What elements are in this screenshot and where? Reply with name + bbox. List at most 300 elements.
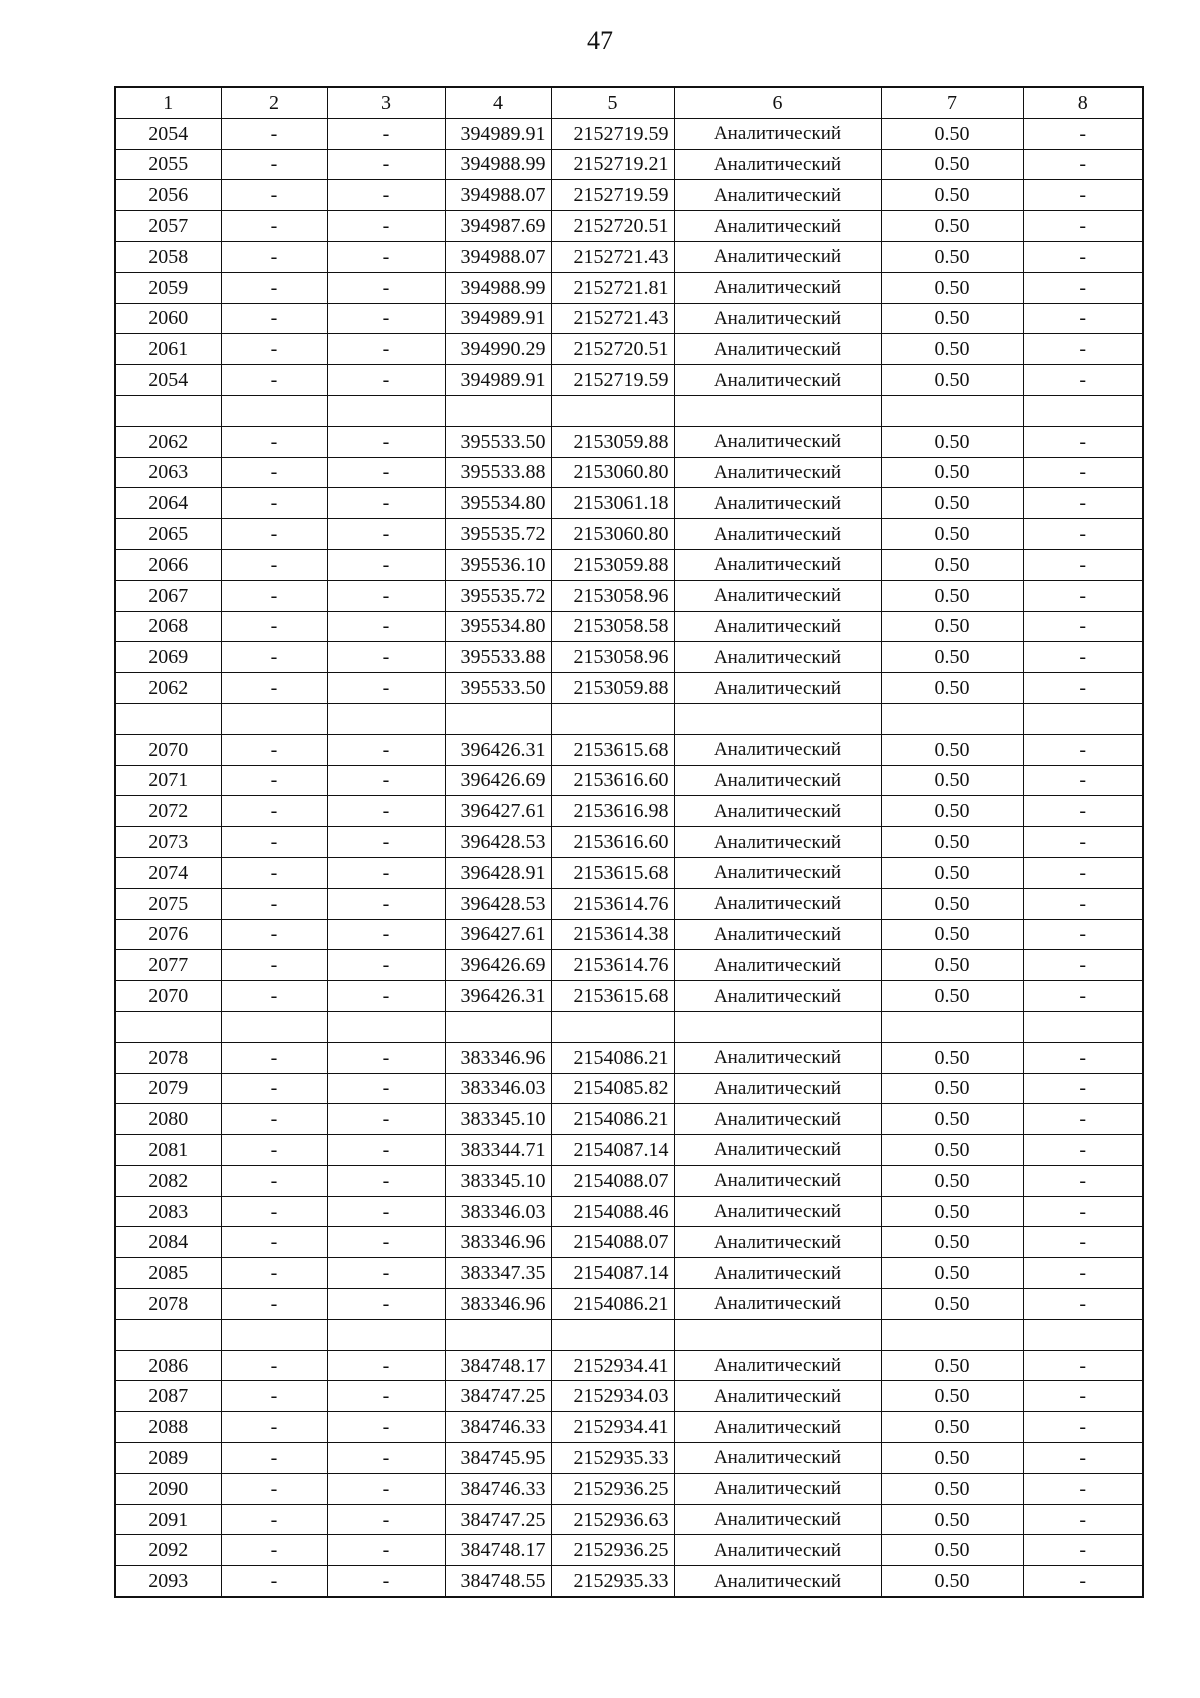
col8-cell: - <box>1023 1104 1143 1135</box>
col2-cell <box>221 703 327 734</box>
point-number-cell: 2087 <box>115 1381 221 1412</box>
accuracy-cell: 0.50 <box>881 272 1023 303</box>
point-number-cell: 2085 <box>115 1258 221 1289</box>
method-cell: Аналитический <box>674 981 881 1012</box>
col2-cell: - <box>221 334 327 365</box>
point-number-cell: 2071 <box>115 765 221 796</box>
accuracy-cell: 0.50 <box>881 1042 1023 1073</box>
col3-cell: - <box>327 1566 445 1597</box>
col3-cell <box>327 395 445 426</box>
point-number-cell <box>115 1319 221 1350</box>
point-number-cell: 2086 <box>115 1350 221 1381</box>
column-header: 6 <box>674 87 881 118</box>
point-number-cell <box>115 1011 221 1042</box>
y-coordinate-cell: 2152936.25 <box>551 1473 674 1504</box>
accuracy-cell: 0.50 <box>881 211 1023 242</box>
col8-cell: - <box>1023 1473 1143 1504</box>
x-coordinate-cell: 383346.96 <box>445 1227 551 1258</box>
col2-cell: - <box>221 1196 327 1227</box>
method-cell: Аналитический <box>674 796 881 827</box>
y-coordinate-cell: 2153615.68 <box>551 981 674 1012</box>
col8-cell <box>1023 703 1143 734</box>
col2-cell: - <box>221 1504 327 1535</box>
x-coordinate-cell: 384748.17 <box>445 1535 551 1566</box>
x-coordinate-cell: 395536.10 <box>445 549 551 580</box>
col8-cell: - <box>1023 765 1143 796</box>
col3-cell: - <box>327 888 445 919</box>
table-row <box>115 334 1143 365</box>
accuracy-cell: 0.50 <box>881 1535 1023 1566</box>
table-row <box>115 1566 1143 1597</box>
method-cell: Аналитический <box>674 1504 881 1535</box>
col8-cell: - <box>1023 303 1143 334</box>
x-coordinate-cell: 396427.61 <box>445 796 551 827</box>
x-coordinate-cell: 384747.25 <box>445 1381 551 1412</box>
col8-cell: - <box>1023 857 1143 888</box>
point-number-cell: 2065 <box>115 519 221 550</box>
method-cell: Аналитический <box>674 211 881 242</box>
accuracy-cell: 0.50 <box>881 950 1023 981</box>
point-number-cell: 2063 <box>115 457 221 488</box>
y-coordinate-cell: 2153616.60 <box>551 827 674 858</box>
table-row <box>115 1104 1143 1135</box>
y-coordinate-cell: 2153616.98 <box>551 796 674 827</box>
method-cell: Аналитический <box>674 580 881 611</box>
accuracy-cell: 0.50 <box>881 857 1023 888</box>
point-number-cell: 2088 <box>115 1412 221 1443</box>
table-row <box>115 1473 1143 1504</box>
accuracy-cell: 0.50 <box>881 765 1023 796</box>
method-cell: Аналитический <box>674 1042 881 1073</box>
method-cell <box>674 1319 881 1350</box>
col2-cell: - <box>221 1165 327 1196</box>
table-row <box>115 981 1143 1012</box>
method-cell: Аналитический <box>674 303 881 334</box>
x-coordinate-cell: 383347.35 <box>445 1258 551 1289</box>
point-number-cell: 2070 <box>115 734 221 765</box>
col8-cell: - <box>1023 334 1143 365</box>
x-coordinate-cell: 396428.91 <box>445 857 551 888</box>
point-number-cell: 2078 <box>115 1042 221 1073</box>
table-row <box>115 734 1143 765</box>
x-coordinate-cell: 395534.80 <box>445 488 551 519</box>
point-number-cell: 2081 <box>115 1135 221 1166</box>
col2-cell: - <box>221 673 327 704</box>
accuracy-cell: 0.50 <box>881 149 1023 180</box>
method-cell: Аналитический <box>674 1443 881 1474</box>
point-number-cell: 2090 <box>115 1473 221 1504</box>
point-number-cell: 2089 <box>115 1443 221 1474</box>
x-coordinate-cell: 384748.17 <box>445 1350 551 1381</box>
y-coordinate-cell: 2153059.88 <box>551 426 674 457</box>
col8-cell: - <box>1023 365 1143 396</box>
method-cell: Аналитический <box>674 118 881 149</box>
table-body <box>115 118 1143 1597</box>
col8-cell: - <box>1023 241 1143 272</box>
x-coordinate-cell: 396428.53 <box>445 827 551 858</box>
table-row <box>115 149 1143 180</box>
y-coordinate-cell: 2154088.07 <box>551 1165 674 1196</box>
col2-cell: - <box>221 1227 327 1258</box>
col8-cell: - <box>1023 1535 1143 1566</box>
table-row <box>115 1289 1143 1320</box>
y-coordinate-cell: 2153059.88 <box>551 673 674 704</box>
x-coordinate-cell: 383346.96 <box>445 1289 551 1320</box>
col3-cell: - <box>327 580 445 611</box>
col3-cell: - <box>327 488 445 519</box>
accuracy-cell: 0.50 <box>881 1443 1023 1474</box>
y-coordinate-cell: 2152721.81 <box>551 272 674 303</box>
y-coordinate-cell: 2154085.82 <box>551 1073 674 1104</box>
accuracy-cell: 0.50 <box>881 1258 1023 1289</box>
col8-cell: - <box>1023 1042 1143 1073</box>
table-row <box>115 488 1143 519</box>
y-coordinate-cell: 2152719.59 <box>551 118 674 149</box>
method-cell: Аналитический <box>674 457 881 488</box>
y-coordinate-cell: 2154086.21 <box>551 1104 674 1135</box>
col2-cell: - <box>221 950 327 981</box>
method-cell: Аналитический <box>674 549 881 580</box>
col8-cell: - <box>1023 488 1143 519</box>
method-cell: Аналитический <box>674 1227 881 1258</box>
accuracy-cell: 0.50 <box>881 241 1023 272</box>
table-row <box>115 1381 1143 1412</box>
accuracy-cell: 0.50 <box>881 981 1023 1012</box>
x-coordinate-cell: 394990.29 <box>445 334 551 365</box>
column-header: 3 <box>327 87 445 118</box>
col2-cell: - <box>221 1566 327 1597</box>
col8-cell: - <box>1023 673 1143 704</box>
point-number-cell: 2077 <box>115 950 221 981</box>
col3-cell: - <box>327 1473 445 1504</box>
accuracy-cell: 0.50 <box>881 1135 1023 1166</box>
table-row <box>115 180 1143 211</box>
col2-cell: - <box>221 1042 327 1073</box>
col2-cell: - <box>221 1104 327 1135</box>
col2-cell: - <box>221 1350 327 1381</box>
method-cell <box>674 395 881 426</box>
col3-cell: - <box>327 642 445 673</box>
accuracy-cell: 0.50 <box>881 1504 1023 1535</box>
col2-cell: - <box>221 580 327 611</box>
col3-cell: - <box>327 827 445 858</box>
col2-cell <box>221 1319 327 1350</box>
col3-cell: - <box>327 1135 445 1166</box>
accuracy-cell: 0.50 <box>881 827 1023 858</box>
x-coordinate-cell: 384746.33 <box>445 1412 551 1443</box>
col3-cell: - <box>327 1381 445 1412</box>
x-coordinate-cell: 384748.55 <box>445 1566 551 1597</box>
col8-cell: - <box>1023 211 1143 242</box>
accuracy-cell: 0.50 <box>881 519 1023 550</box>
col3-cell: - <box>327 981 445 1012</box>
y-coordinate-cell: 2152720.51 <box>551 211 674 242</box>
col2-cell: - <box>221 1443 327 1474</box>
point-number-cell: 2080 <box>115 1104 221 1135</box>
col8-cell: - <box>1023 580 1143 611</box>
table-row <box>115 272 1143 303</box>
col8-cell <box>1023 395 1143 426</box>
col2-cell: - <box>221 180 327 211</box>
col8-cell: - <box>1023 1381 1143 1412</box>
col2-cell: - <box>221 1381 327 1412</box>
y-coordinate-cell: 2152936.63 <box>551 1504 674 1535</box>
col8-cell: - <box>1023 549 1143 580</box>
point-number-cell: 2076 <box>115 919 221 950</box>
col2-cell: - <box>221 488 327 519</box>
table-row <box>115 580 1143 611</box>
col8-cell: - <box>1023 180 1143 211</box>
col2-cell: - <box>221 857 327 888</box>
col3-cell: - <box>327 673 445 704</box>
col3-cell: - <box>327 272 445 303</box>
x-coordinate-cell: 395533.50 <box>445 673 551 704</box>
accuracy-cell: 0.50 <box>881 1289 1023 1320</box>
y-coordinate-cell <box>551 395 674 426</box>
x-coordinate-cell: 396426.69 <box>445 950 551 981</box>
col2-cell: - <box>221 1289 327 1320</box>
y-coordinate-cell: 2153059.88 <box>551 549 674 580</box>
col8-cell: - <box>1023 1443 1143 1474</box>
table-row <box>115 950 1143 981</box>
accuracy-cell: 0.50 <box>881 1350 1023 1381</box>
x-coordinate-cell: 395535.72 <box>445 580 551 611</box>
col2-cell: - <box>221 118 327 149</box>
accuracy-cell: 0.50 <box>881 919 1023 950</box>
col3-cell: - <box>327 796 445 827</box>
point-number-cell: 2075 <box>115 888 221 919</box>
x-coordinate-cell <box>445 395 551 426</box>
method-cell: Аналитический <box>674 1566 881 1597</box>
point-number-cell: 2083 <box>115 1196 221 1227</box>
x-coordinate-cell: 383346.03 <box>445 1196 551 1227</box>
y-coordinate-cell: 2152721.43 <box>551 241 674 272</box>
y-coordinate-cell: 2153058.96 <box>551 580 674 611</box>
point-number-cell: 2061 <box>115 334 221 365</box>
col2-cell: - <box>221 1258 327 1289</box>
method-cell: Аналитический <box>674 519 881 550</box>
point-number-cell: 2064 <box>115 488 221 519</box>
accuracy-cell: 0.50 <box>881 334 1023 365</box>
method-cell: Аналитический <box>674 1258 881 1289</box>
table-row <box>115 303 1143 334</box>
y-coordinate-cell: 2152934.03 <box>551 1381 674 1412</box>
col3-cell <box>327 1319 445 1350</box>
accuracy-cell: 0.50 <box>881 1473 1023 1504</box>
page-number: 47 <box>587 26 613 55</box>
col8-cell: - <box>1023 1504 1143 1535</box>
accuracy-cell: 0.50 <box>881 1412 1023 1443</box>
table-header-row <box>115 87 1143 118</box>
point-number-cell: 2092 <box>115 1535 221 1566</box>
accuracy-cell: 0.50 <box>881 796 1023 827</box>
method-cell: Аналитический <box>674 673 881 704</box>
method-cell: Аналитический <box>674 1135 881 1166</box>
y-coordinate-cell: 2154088.07 <box>551 1227 674 1258</box>
y-coordinate-cell: 2154086.21 <box>551 1289 674 1320</box>
col8-cell: - <box>1023 118 1143 149</box>
method-cell: Аналитический <box>674 426 881 457</box>
point-number-cell: 2054 <box>115 118 221 149</box>
y-coordinate-cell: 2153060.80 <box>551 457 674 488</box>
y-coordinate-cell: 2153061.18 <box>551 488 674 519</box>
y-coordinate-cell: 2152720.51 <box>551 334 674 365</box>
x-coordinate-cell: 396428.53 <box>445 888 551 919</box>
col3-cell <box>327 703 445 734</box>
x-coordinate-cell: 384746.33 <box>445 1473 551 1504</box>
separator-row <box>115 703 1143 734</box>
table-row <box>115 1042 1143 1073</box>
y-coordinate-cell: 2152719.21 <box>551 149 674 180</box>
method-cell: Аналитический <box>674 1165 881 1196</box>
col8-cell: - <box>1023 457 1143 488</box>
point-number-cell: 2091 <box>115 1504 221 1535</box>
accuracy-cell: 0.50 <box>881 303 1023 334</box>
accuracy-cell: 0.50 <box>881 365 1023 396</box>
x-coordinate-cell: 395533.88 <box>445 642 551 673</box>
x-coordinate-cell <box>445 1319 551 1350</box>
col3-cell: - <box>327 1104 445 1135</box>
y-coordinate-cell: 2152719.59 <box>551 365 674 396</box>
col8-cell: - <box>1023 1073 1143 1104</box>
method-cell: Аналитический <box>674 488 881 519</box>
separator-row <box>115 1319 1143 1350</box>
y-coordinate-cell: 2153616.60 <box>551 765 674 796</box>
point-number-cell: 2079 <box>115 1073 221 1104</box>
col2-cell <box>221 395 327 426</box>
col3-cell: - <box>327 457 445 488</box>
column-header: 2 <box>221 87 327 118</box>
col3-cell: - <box>327 241 445 272</box>
col2-cell: - <box>221 303 327 334</box>
accuracy-cell: 0.50 <box>881 1227 1023 1258</box>
table-row <box>115 827 1143 858</box>
x-coordinate-cell: 383345.10 <box>445 1165 551 1196</box>
accuracy-cell: 0.50 <box>881 642 1023 673</box>
y-coordinate-cell: 2154086.21 <box>551 1042 674 1073</box>
col3-cell: - <box>327 1350 445 1381</box>
x-coordinate-cell: 396426.69 <box>445 765 551 796</box>
accuracy-cell: 0.50 <box>881 1566 1023 1597</box>
x-coordinate-cell: 395535.72 <box>445 519 551 550</box>
table-row <box>115 611 1143 642</box>
col2-cell: - <box>221 457 327 488</box>
accuracy-cell: 0.50 <box>881 426 1023 457</box>
point-number-cell: 2062 <box>115 673 221 704</box>
table-row <box>115 1350 1143 1381</box>
col2-cell: - <box>221 981 327 1012</box>
col3-cell: - <box>327 1165 445 1196</box>
col8-cell: - <box>1023 426 1143 457</box>
col2-cell: - <box>221 734 327 765</box>
table-row <box>115 365 1143 396</box>
col3-cell: - <box>327 426 445 457</box>
col3-cell: - <box>327 149 445 180</box>
method-cell: Аналитический <box>674 365 881 396</box>
accuracy-cell <box>881 703 1023 734</box>
table-row <box>115 857 1143 888</box>
method-cell: Аналитический <box>674 272 881 303</box>
x-coordinate-cell: 394989.91 <box>445 303 551 334</box>
method-cell: Аналитический <box>674 1073 881 1104</box>
accuracy-cell <box>881 395 1023 426</box>
point-number-cell: 2068 <box>115 611 221 642</box>
col8-cell: - <box>1023 827 1143 858</box>
col2-cell: - <box>221 888 327 919</box>
table-row <box>115 426 1143 457</box>
x-coordinate-cell: 395534.80 <box>445 611 551 642</box>
col8-cell: - <box>1023 519 1143 550</box>
table-row <box>115 241 1143 272</box>
col8-cell: - <box>1023 149 1143 180</box>
x-coordinate-cell: 395533.50 <box>445 426 551 457</box>
x-coordinate-cell <box>445 1011 551 1042</box>
point-number-cell: 2084 <box>115 1227 221 1258</box>
accuracy-cell: 0.50 <box>881 1104 1023 1135</box>
method-cell: Аналитический <box>674 827 881 858</box>
col2-cell <box>221 1011 327 1042</box>
col2-cell: - <box>221 1073 327 1104</box>
method-cell: Аналитический <box>674 1412 881 1443</box>
col8-cell: - <box>1023 1289 1143 1320</box>
x-coordinate-cell: 394987.69 <box>445 211 551 242</box>
accuracy-cell: 0.50 <box>881 1165 1023 1196</box>
point-number-cell: 2060 <box>115 303 221 334</box>
y-coordinate-cell: 2154087.14 <box>551 1258 674 1289</box>
y-coordinate-cell: 2153615.68 <box>551 734 674 765</box>
col3-cell: - <box>327 950 445 981</box>
point-number-cell: 2067 <box>115 580 221 611</box>
table-row <box>115 118 1143 149</box>
col8-cell: - <box>1023 734 1143 765</box>
point-number-cell: 2057 <box>115 211 221 242</box>
y-coordinate-cell: 2154088.46 <box>551 1196 674 1227</box>
point-number-cell: 2082 <box>115 1165 221 1196</box>
x-coordinate-cell: 384747.25 <box>445 1504 551 1535</box>
table-row <box>115 765 1143 796</box>
point-number-cell: 2055 <box>115 149 221 180</box>
table-row <box>115 673 1143 704</box>
table-row <box>115 642 1143 673</box>
col8-cell: - <box>1023 1566 1143 1597</box>
col3-cell: - <box>327 1196 445 1227</box>
col8-cell: - <box>1023 611 1143 642</box>
method-cell: Аналитический <box>674 1381 881 1412</box>
point-number-cell: 2070 <box>115 981 221 1012</box>
accuracy-cell: 0.50 <box>881 488 1023 519</box>
column-header: 7 <box>881 87 1023 118</box>
col8-cell: - <box>1023 1165 1143 1196</box>
col3-cell <box>327 1011 445 1042</box>
table-row <box>115 519 1143 550</box>
col3-cell: - <box>327 765 445 796</box>
accuracy-cell: 0.50 <box>881 580 1023 611</box>
col3-cell: - <box>327 1443 445 1474</box>
col3-cell: - <box>327 1535 445 1566</box>
x-coordinate-cell: 394988.07 <box>445 180 551 211</box>
x-coordinate-cell: 396426.31 <box>445 981 551 1012</box>
method-cell: Аналитический <box>674 149 881 180</box>
accuracy-cell: 0.50 <box>881 457 1023 488</box>
accuracy-cell <box>881 1011 1023 1042</box>
table-row <box>115 1227 1143 1258</box>
point-number-cell: 2058 <box>115 241 221 272</box>
point-number-cell: 2074 <box>115 857 221 888</box>
col2-cell: - <box>221 1412 327 1443</box>
x-coordinate-cell: 384745.95 <box>445 1443 551 1474</box>
y-coordinate-cell <box>551 1011 674 1042</box>
separator-row <box>115 1011 1143 1042</box>
